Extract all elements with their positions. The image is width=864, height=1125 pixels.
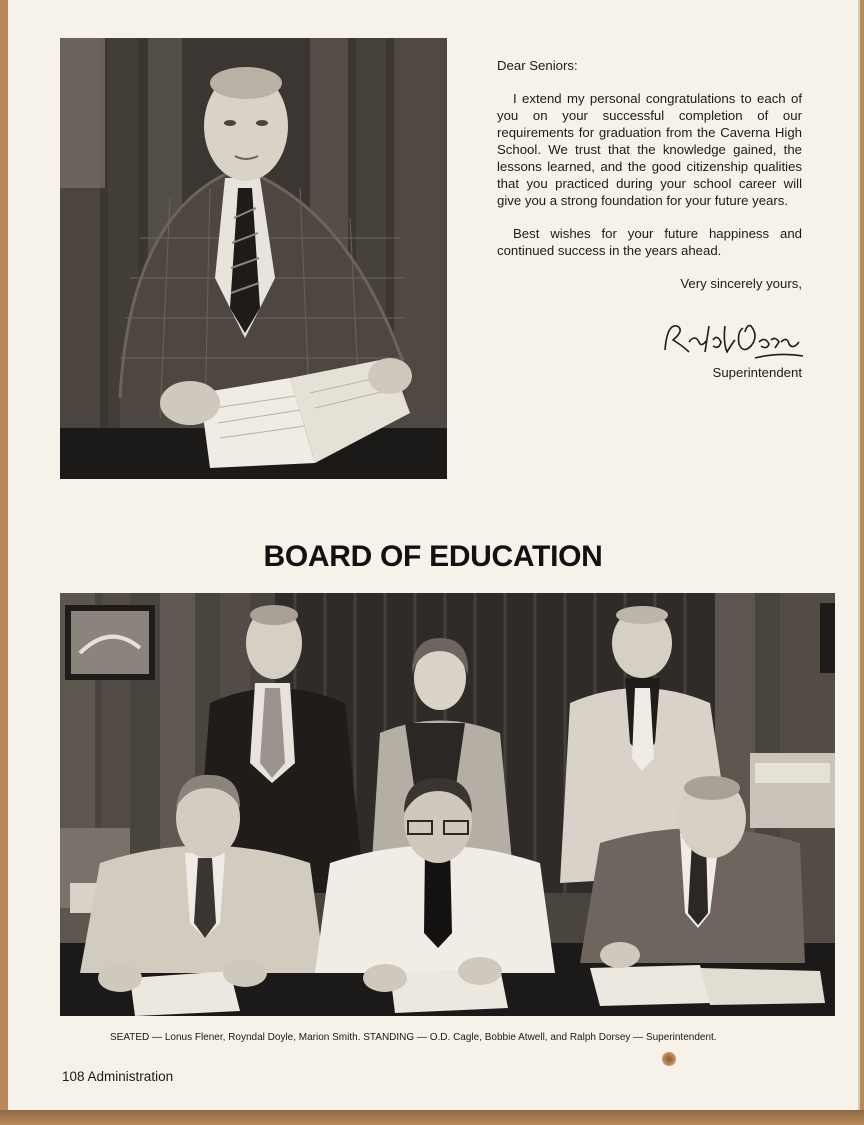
page-heading: BOARD OF EDUCATION <box>263 540 603 573</box>
page-footer <box>62 1069 173 1084</box>
signature <box>655 312 805 362</box>
superintendent-letter <box>497 57 802 292</box>
signer-title: Superintendent <box>712 365 802 380</box>
letter-salutation: Dear Seniors: <box>497 58 578 73</box>
superintendent-photo <box>60 38 447 479</box>
paper-stain <box>662 1052 676 1066</box>
letter-paragraph-1: I extend my personal congratulations to each of you on your successful completion of our requirements for graduation from the Caverna High School. We trust that the knowledge gained, the lessons learned, and the good citizenship qualities that you practiced during your school career will give you a strong foundation for your future years. <box>497 91 802 208</box>
section-name: Administration <box>87 1069 174 1084</box>
letter-closing: Very sincerely yours, <box>680 276 802 291</box>
board-group-photo <box>60 593 835 1016</box>
photo-caption: SEATED — Lonus Flener, Royndal Doyle, Marion Smith. STANDING — O.D. Cagle, Bobbie Atwell, and Ralph Dorsey — Superintendent. <box>110 1032 717 1043</box>
letter-paragraph-2: Best wishes for your future happiness and continued success in the years ahead. <box>497 226 802 258</box>
page-edge <box>0 1110 864 1125</box>
page-number: 108 <box>62 1069 85 1084</box>
